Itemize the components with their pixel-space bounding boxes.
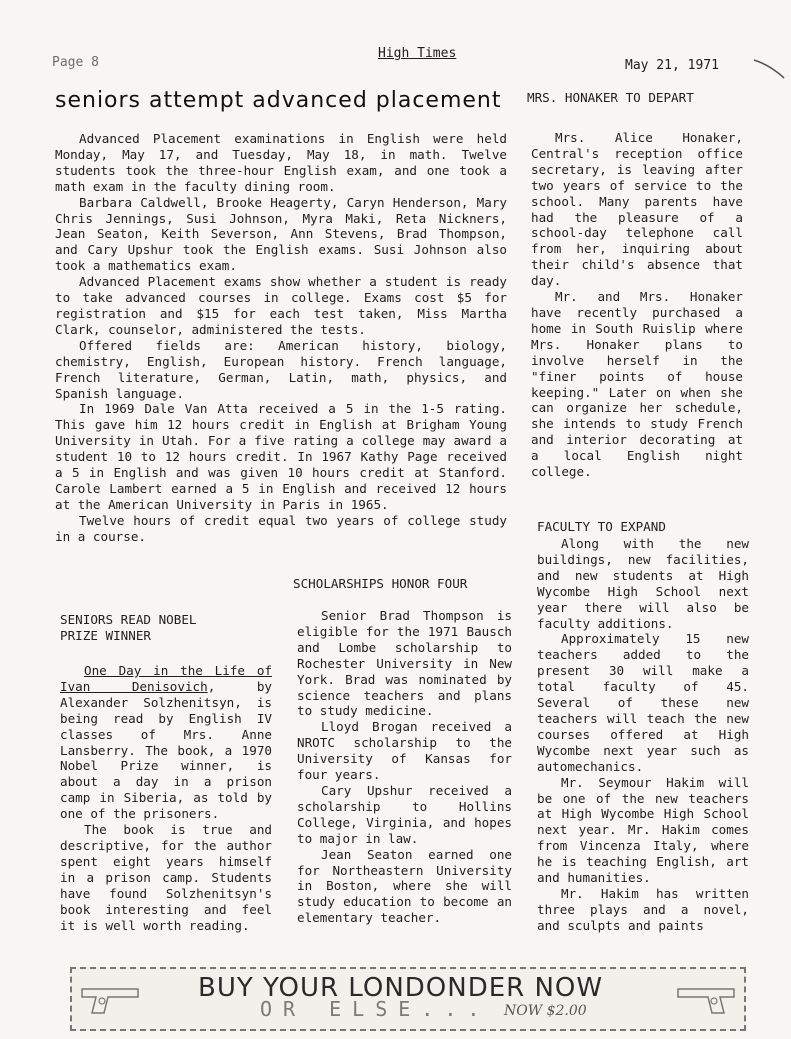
faculty-article-body xyxy=(537,536,749,934)
banner-subline: OR ELSE... xyxy=(260,997,491,1021)
page-number: Page 8 xyxy=(52,55,99,70)
scholarships-paragraph-2: Lloyd Brogan received a NROTC scholarship to the University of Kansas for four years. xyxy=(297,719,512,783)
staple-mark-icon xyxy=(752,56,786,80)
newspaper-name: High Times xyxy=(378,46,457,61)
scholarships-paragraph-4: Jean Seaton earned one for Northeastern University in Boston, where she will study education to become an elementary teacher. xyxy=(297,846,512,926)
honaker-headline: MRS. HONAKER TO DEPART xyxy=(527,90,694,105)
seniors-paragraph-5: In 1969 Dale Van Atta received a 5 in the 1-5 rating. This gave him 12 hours credit in English at Brigham Young University in Utah. For a five rating a college may award a student 10 to 12 hours credit. In 1967 Kathy Page received a 5 in English and was given 10 hours credit at Stanford. Carole Lambert earned a 5 in English and received 12 hours at the American University in Paris in 1965. xyxy=(55,401,507,512)
honaker-article-body xyxy=(531,130,743,480)
faculty-paragraph-2: Approximately 15 new teachers added to the present 30 will make a total faculty of 45. Several of these new teachers will teach the new courses offered at High Wycombe next year such as automechanics. xyxy=(537,631,749,774)
nobel-paragraph-1-text: , by Alexander Solzhenitsyn, is being read by English IV classes of Mrs. Anne Lansberry. The book, a 1970 Nobel Prize winner, is about a day in a prison camp in Siberia, as told by one of the prisoners. xyxy=(60,678,272,822)
nobel-paragraph-1 xyxy=(60,663,272,822)
seniors-paragraph-6: Twelve hours of credit equal two years of college study in a course. xyxy=(55,512,507,544)
banner-headline: BUY YOUR LONDONDER NOW xyxy=(198,973,604,1003)
nobel-headline: SENIORS READ NOBEL PRIZE WINNER xyxy=(60,612,197,643)
honaker-paragraph-1: Mrs. Alice Honaker, Central's reception office secretary, is leaving after two years of service to the school. Many parents have had the pleasure of a school-day telephone call from her, inquiring about their child's absence that day. xyxy=(531,130,743,289)
seniors-paragraph-2: Barbara Caldwell, Brooke Heagerty, Caryn Henderson, Mary Chris Jennings, Susi Johnson, Myra Maki, Reta Nickners, Jean Seaton, Keith Severson, Ann Stevens, Brad Thompson, and Cary Upshur took the English exams. Susi Johnson also took a mathematics exam. xyxy=(55,194,507,274)
seniors-headline: seniors attempt advanced placement xyxy=(55,88,502,113)
seniors-paragraph-1: Advanced Placement examinations in English were held Monday, May 17, and Tuesday, May 18, in math. Twelve students took the three-hour English exam, and one took a math exam in the faculty dining room. xyxy=(55,131,507,194)
faculty-paragraph-3: Mr. Seymour Hakim will be one of the new teachers at High Wycombe High School next year. Mr. Hakim comes from Vincenza Italy, where he is teaching English, art and humanities. xyxy=(537,774,749,886)
book-title: One Day in the Life of Ivan Denisovich xyxy=(60,663,272,694)
seniors-paragraph-3: Advanced Placement exams show whether a student is ready to take advanced courses in college. Exams cost $5 for registration and $15 for each test taken, Miss Martha Clark, counselor, administered the tests. xyxy=(55,274,507,337)
nobel-paragraph-2: The book is true and descriptive, for the author spent eight years himself in a prison camp. Students have found Solzhenitsyn's book interesting and feel it is well worth reading. xyxy=(60,822,272,933)
scholarships-paragraph-1: Senior Brad Thompson is eligible for the 1971 Bausch and Lombe scholarship to Rochester University in New York. Brad was nominated by science teachers and plans to study medicine. xyxy=(297,608,512,719)
pistol-icon xyxy=(78,981,148,1017)
banner-price: NOW $2.00 xyxy=(504,1003,587,1019)
pistol-icon xyxy=(668,981,738,1017)
faculty-paragraph-1: Along with the new buildings, new facilities, and new students at High Wycombe High School next year there will also be faculty additions. xyxy=(537,536,749,631)
scholarships-headline: SCHOLARSHIPS HONOR FOUR xyxy=(293,576,468,591)
nobel-article-body xyxy=(60,663,272,933)
seniors-paragraph-4: Offered fields are: American history, biology, chemistry, English, European history. French language, French literature, German, Latin, math, physics, and Spanish language. xyxy=(55,337,507,401)
honaker-paragraph-2: Mr. and Mrs. Honaker have recently purchased a home in South Ruislip where Mrs. Honaker plans to involve herself in the "finer points of house keeping." Later on when she can organize her schedule, she intends to study French and interior decorating at a local English night college. xyxy=(531,289,743,480)
faculty-headline: FACULTY TO EXPAND xyxy=(537,519,666,534)
issue-date: May 21, 1971 xyxy=(625,58,719,73)
yearbook-ad-banner xyxy=(70,967,746,1031)
seniors-article-body xyxy=(55,131,507,545)
scholarships-article-body xyxy=(297,608,512,926)
scholarships-paragraph-3: Cary Upshur received a scholarship to Hollins College, Virginia, and hopes to major in law. xyxy=(297,782,512,846)
faculty-paragraph-4: Mr. Hakim has written three plays and a novel, and sculpts and paints xyxy=(537,885,749,933)
